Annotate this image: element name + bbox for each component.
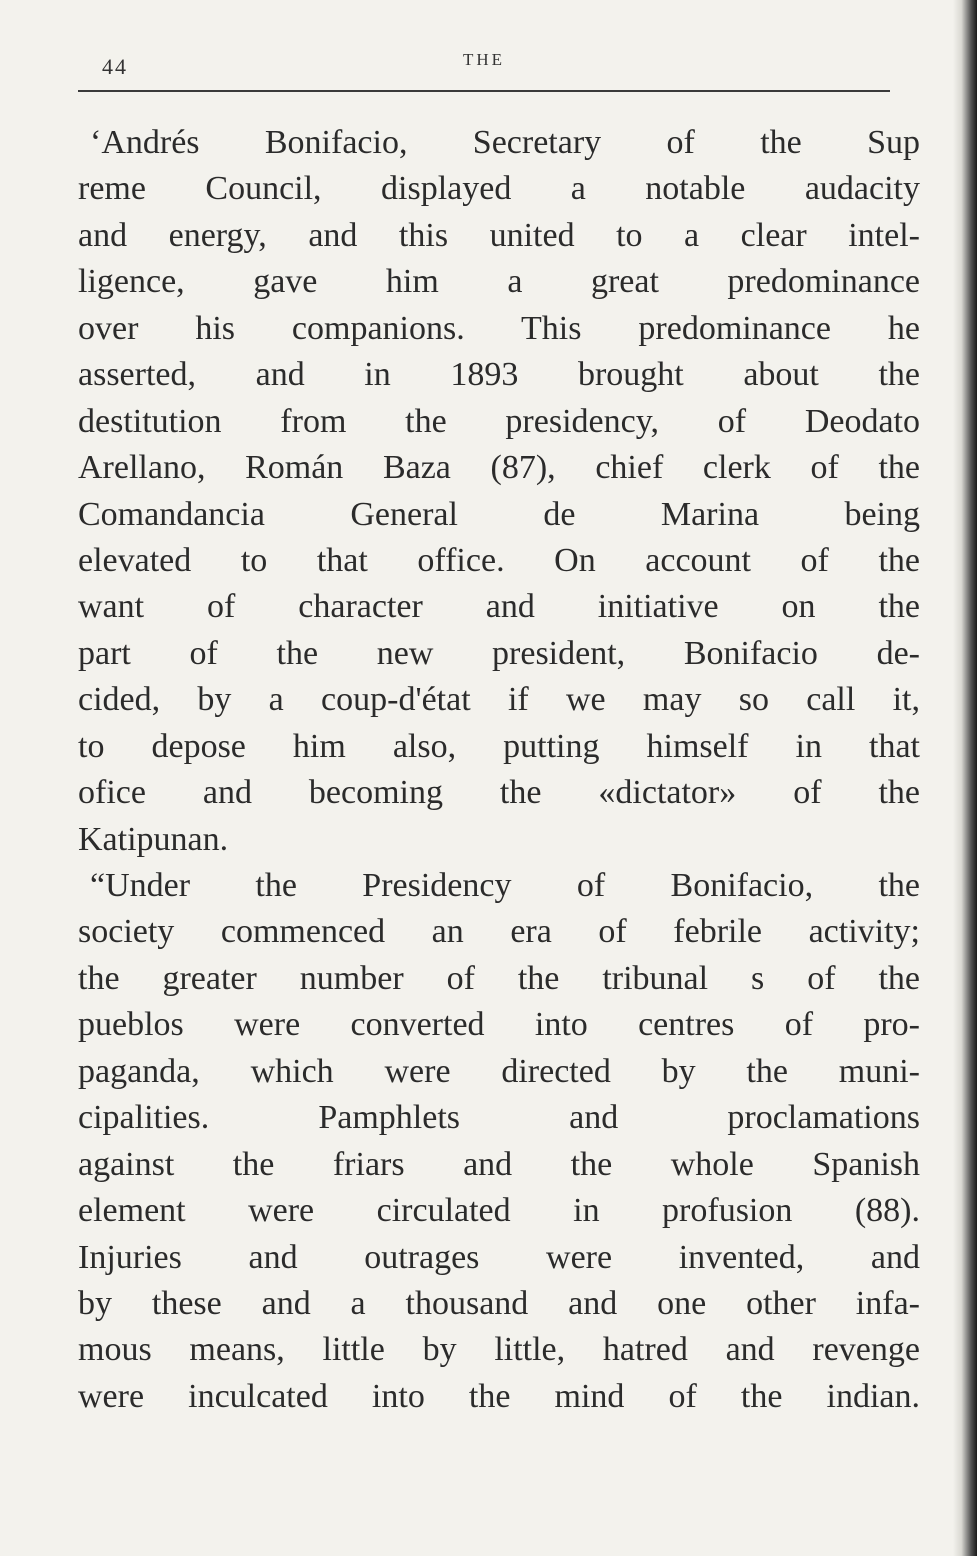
text-line: ‘Andrés Bonifacio, Secretary of the Sup bbox=[90, 124, 920, 161]
header-rule bbox=[78, 90, 890, 92]
text-line: asserted, and in 1893 brought about the bbox=[78, 356, 920, 394]
text-line: mous means, little by little, hatred and revenge bbox=[78, 1331, 920, 1369]
text-line: destitution from the presidency, of Deodato bbox=[78, 402, 920, 440]
text-line: “Under the Presidency of Bonifacio, the bbox=[90, 867, 920, 904]
body-text bbox=[78, 120, 920, 1420]
text-line: Arellano, Román Baza (87), chief clerk of the bbox=[78, 449, 920, 487]
text-line: element were circulated in profusion (88). bbox=[78, 1192, 920, 1230]
text-line: cipalities. Pamphlets and proclamations bbox=[78, 1099, 920, 1137]
text-line: ligence, gave him a great predominance bbox=[78, 263, 920, 301]
text-line: paganda, which were directed by the muni- bbox=[78, 1052, 920, 1090]
text-line: elevated to that office. On account of the bbox=[78, 541, 920, 579]
text-line: and energy, and this united to a clear intel- bbox=[78, 216, 920, 254]
text-line: want of character and initiative on the bbox=[78, 588, 920, 626]
text-line: by these and a thousand and one other infa- bbox=[78, 1284, 920, 1322]
text-line: against the friars and the whole Spanish bbox=[78, 1145, 920, 1183]
running-head: THE bbox=[462, 50, 506, 69]
text-line: pueblos were converted into centres of pro- bbox=[78, 1006, 920, 1044]
text-line: to depose him also, putting himself in that bbox=[78, 727, 920, 765]
text-line: society commenced an era of febrile activity; bbox=[78, 913, 920, 951]
text-line: ofice and becoming the «dictator» of the bbox=[78, 774, 920, 812]
text-line: Comandancia General de Marina being bbox=[78, 495, 920, 533]
text-line: the greater number of the tribunal s of the bbox=[78, 959, 920, 997]
text-line: over his companions. This predominance he bbox=[78, 309, 920, 347]
text-line: reme Council, displayed a notable audacity bbox=[78, 170, 920, 208]
text-line: cided, by a coup-d'état if we may so call it, bbox=[78, 681, 920, 719]
text-line: Injuries and outrages were invented, and bbox=[78, 1238, 920, 1276]
text-line: were inculcated into the mind of the indian. bbox=[78, 1377, 920, 1415]
page-number: 44 bbox=[102, 54, 128, 79]
page-binding-shadow bbox=[953, 0, 977, 1556]
text-line: Katipunan. bbox=[78, 820, 229, 858]
text-line: part of the new president, Bonifacio de- bbox=[78, 634, 920, 672]
page-header bbox=[78, 48, 890, 98]
